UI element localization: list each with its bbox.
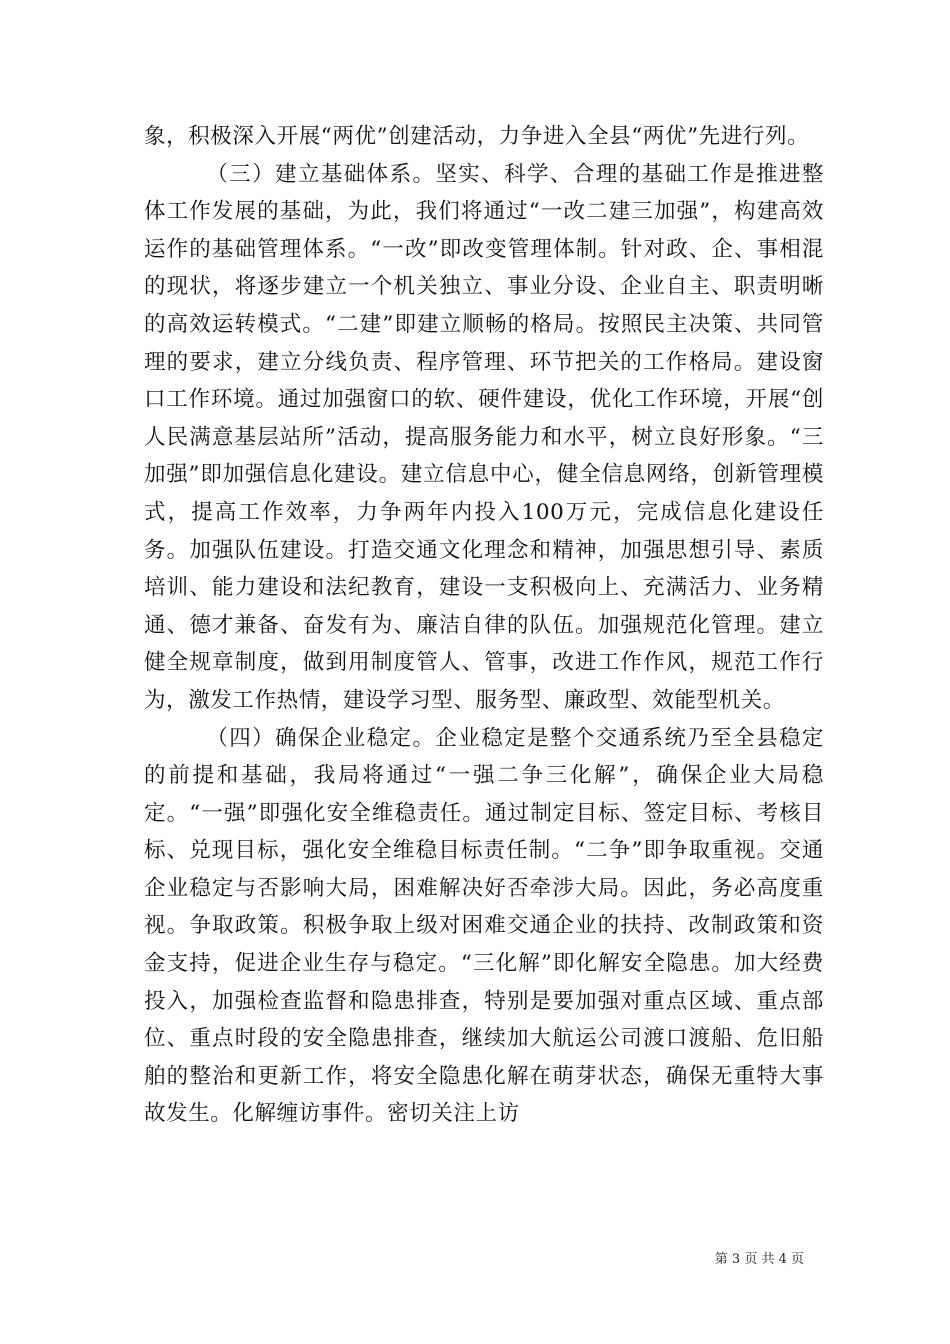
page-number-footer: 第 3 页 共 4 页 <box>714 1252 804 1267</box>
paragraph-section-four: （四）确保企业稳定。企业稳定是整个交通系统乃至全县稳定的前提和基础，我局将通过“一强二争三化解”，确保企业大局稳定。“一强”即强化安全维稳责任。通过制定目标、签定目标、考核目标、兑现目标，强化安全维稳目标责任制。“二争”即争取重视。交通企业稳定与否影响大局，困难解决好否牵涉大局。因此，务必高度重视。争取政策。积极争取上级对困难交通企业的扶持、改制政策和资金支持，促进企业生存与稳定。“三化解”即化解安全隐患。加大经费投入，加强检查监督和隐患排查，特别是要加强对重点区域、重点部位、重点时段的安全隐患排查，继续加大航运公司渡口渡船、危旧船舶的整治和更新工作，将安全隐患化解在萌芽状态，确保无重特大事故发生。化解缠访事件。密切关注上访 <box>144 725 824 1127</box>
paragraph-section-three: （三）建立基础体系。坚实、科学、合理的基础工作是推进整体工作发展的基础，为此，我们将通过“一改二建三加强”，构建高效运作的基础管理体系。“一改”即改变管理体制。针对政、企、事相混的现状，将逐步建立一个机关独立、事业分设、企业自主、职责明晰的高效运转模式。“二建”即建立顺畅的格局。按照民主决策、共同管理的要求，建立分线负责、程序管理、环节把关的工作格局。建设窗口工作环境。通过加强窗口的软、硬件建设，优化工作环境，开展“创人民满意基层站所”活动，提高服务能力和水平，树立良好形象。“三加强”即加强信息化建设。建立信息中心，健全信息网络，创新管理模式，提高工作效率，力争两年内投入100万元，完成信息化建设任务。加强队伍建设。打造交通文化理念和精神，加强思想引导、素质培训、能力建设和法纪教育，建设一支积极向上、充满活力、业务精通、德才兼备、奋发有为、廉洁自律的队伍。加强规范化管理。建立健全规章制度，做到用制度管人、管事，改进工作作风，规范工作行为，激发工作热情，建设学习型、服务型、廉政型、效能型机关。 <box>144 161 824 713</box>
document-body <box>144 118 824 1133</box>
paragraph-continuation: 象，积极深入开展“两优”创建活动，力争进入全县“两优”先进行列。 <box>144 124 810 149</box>
